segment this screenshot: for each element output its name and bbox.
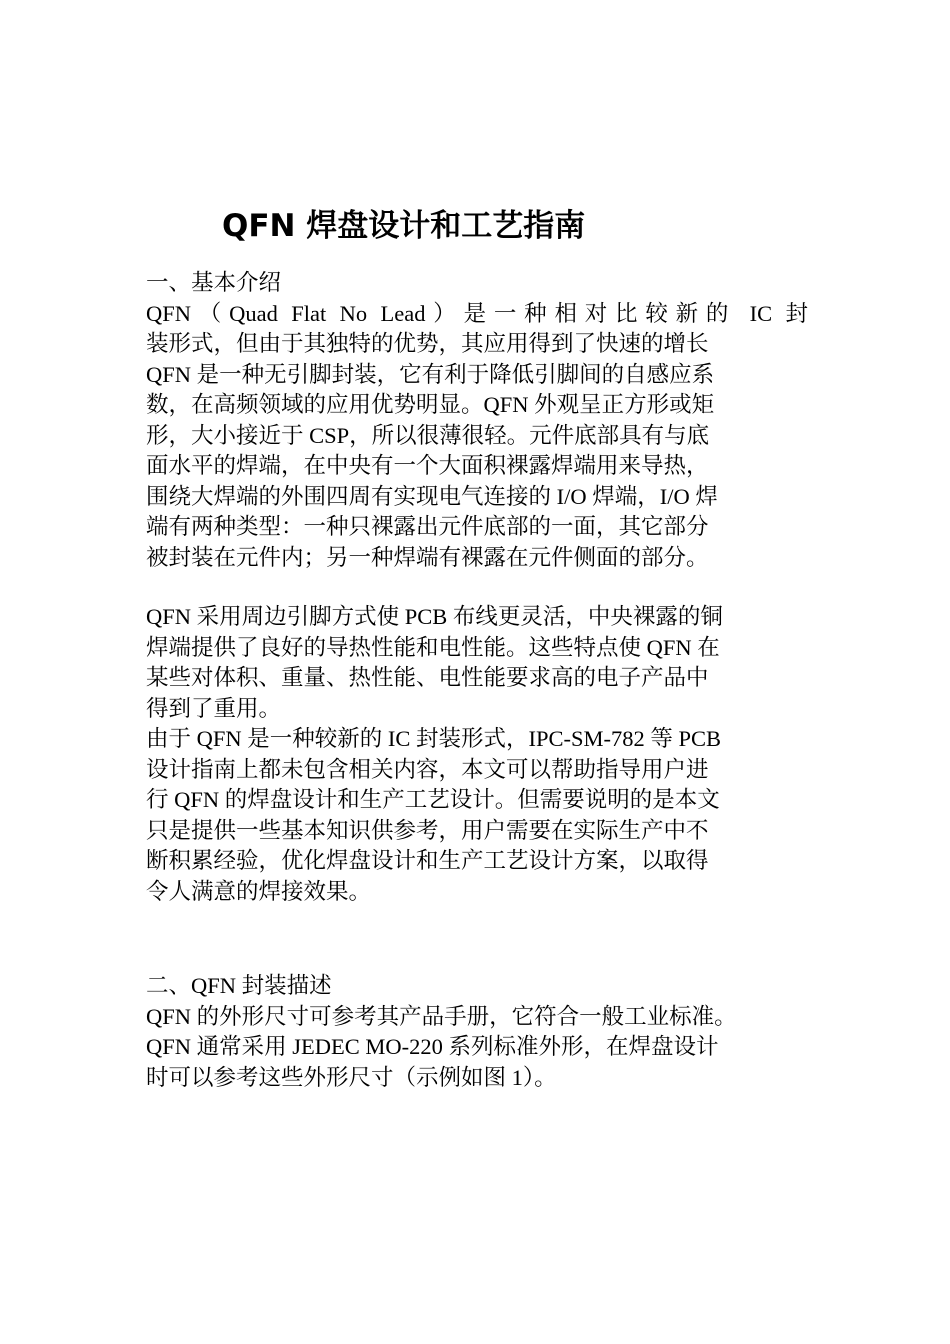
- paragraph-line: 数，在高频领域的应用优势明显。QFN 外观呈正方形或矩: [146, 392, 715, 417]
- paragraph-line: QFN 的外形尺寸可参考其产品手册，它符合一般工业标准。: [146, 1003, 737, 1029]
- paragraph-line: 焊端提供了良好的导热性能和电性能。这些特点使 QFN 在: [146, 634, 720, 660]
- paragraph-line: 断积累经验，优化焊盘设计和生产工艺设计方案，以取得: [146, 848, 709, 873]
- section-basic-intro-continued: [146, 602, 808, 907]
- section-qfn-package: [146, 971, 808, 1093]
- paragraph-line: QFN 通常采用 JEDEC MO-220 系列标准外形，在焊盘设计: [146, 1034, 719, 1059]
- paragraph-line: 面水平的焊端，在中央有一个大面积裸露焊端用来导热，: [146, 453, 709, 478]
- paragraph-line: 形，大小接近于 CSP，所以很薄很轻。元件底部具有与底: [146, 422, 710, 448]
- paragraph-line: 只是提供一些基本知识供参考，用户需要在实际生产中不: [146, 817, 709, 843]
- paragraph-line: QFN 是一种无引脚封装，它有利于降低引脚间的自感应系: [146, 361, 715, 387]
- paragraph-line: 设计指南上都未包含相关内容，本文可以帮助指导用户进: [146, 756, 709, 782]
- paragraph-line: 装形式，但由于其独特的优势，其应用得到了快速的增长: [146, 331, 709, 356]
- paragraph-line: QFN（Quad Flat No Lead）是一种相对比较新的 IC 封: [146, 300, 808, 326]
- document-title: QFN 焊盘设计和工艺指南: [222, 208, 586, 244]
- paragraph-line: QFN 采用周边引脚方式使 PCB 布线更灵活，中央裸露的铜: [146, 604, 723, 629]
- section-basic-intro: [146, 268, 808, 573]
- paragraph-line: 某些对体积、重量、热性能、电性能要求高的电子产品中: [146, 665, 709, 690]
- paragraph-line: 被封装在元件内；另一种焊端有裸露在元件侧面的部分。: [146, 544, 709, 570]
- section-heading: 一、基本介绍: [146, 270, 282, 295]
- paragraph-line: 端有两种类型：一种只裸露出元件底部的一面，其它部分: [146, 514, 709, 539]
- section-heading: 二、QFN 封装描述: [146, 973, 332, 998]
- paragraph-line: 由于 QFN 是一种较新的 IC 封装形式，IPC-SM-782 等 PCB: [146, 726, 722, 751]
- paragraph-line: 时可以参考这些外形尺寸（示例如图 1）。: [146, 1064, 557, 1090]
- paragraph-line: 得到了重用。: [146, 695, 282, 721]
- paragraph-line: 行 QFN 的焊盘设计和生产工艺设计。但需要说明的是本文: [146, 787, 720, 812]
- paragraph-line: 围绕大焊端的外围四周有实现电气连接的 I/O 焊端，I/O 焊: [146, 483, 718, 509]
- paragraph-line: 令人满意的焊接效果。: [146, 878, 372, 904]
